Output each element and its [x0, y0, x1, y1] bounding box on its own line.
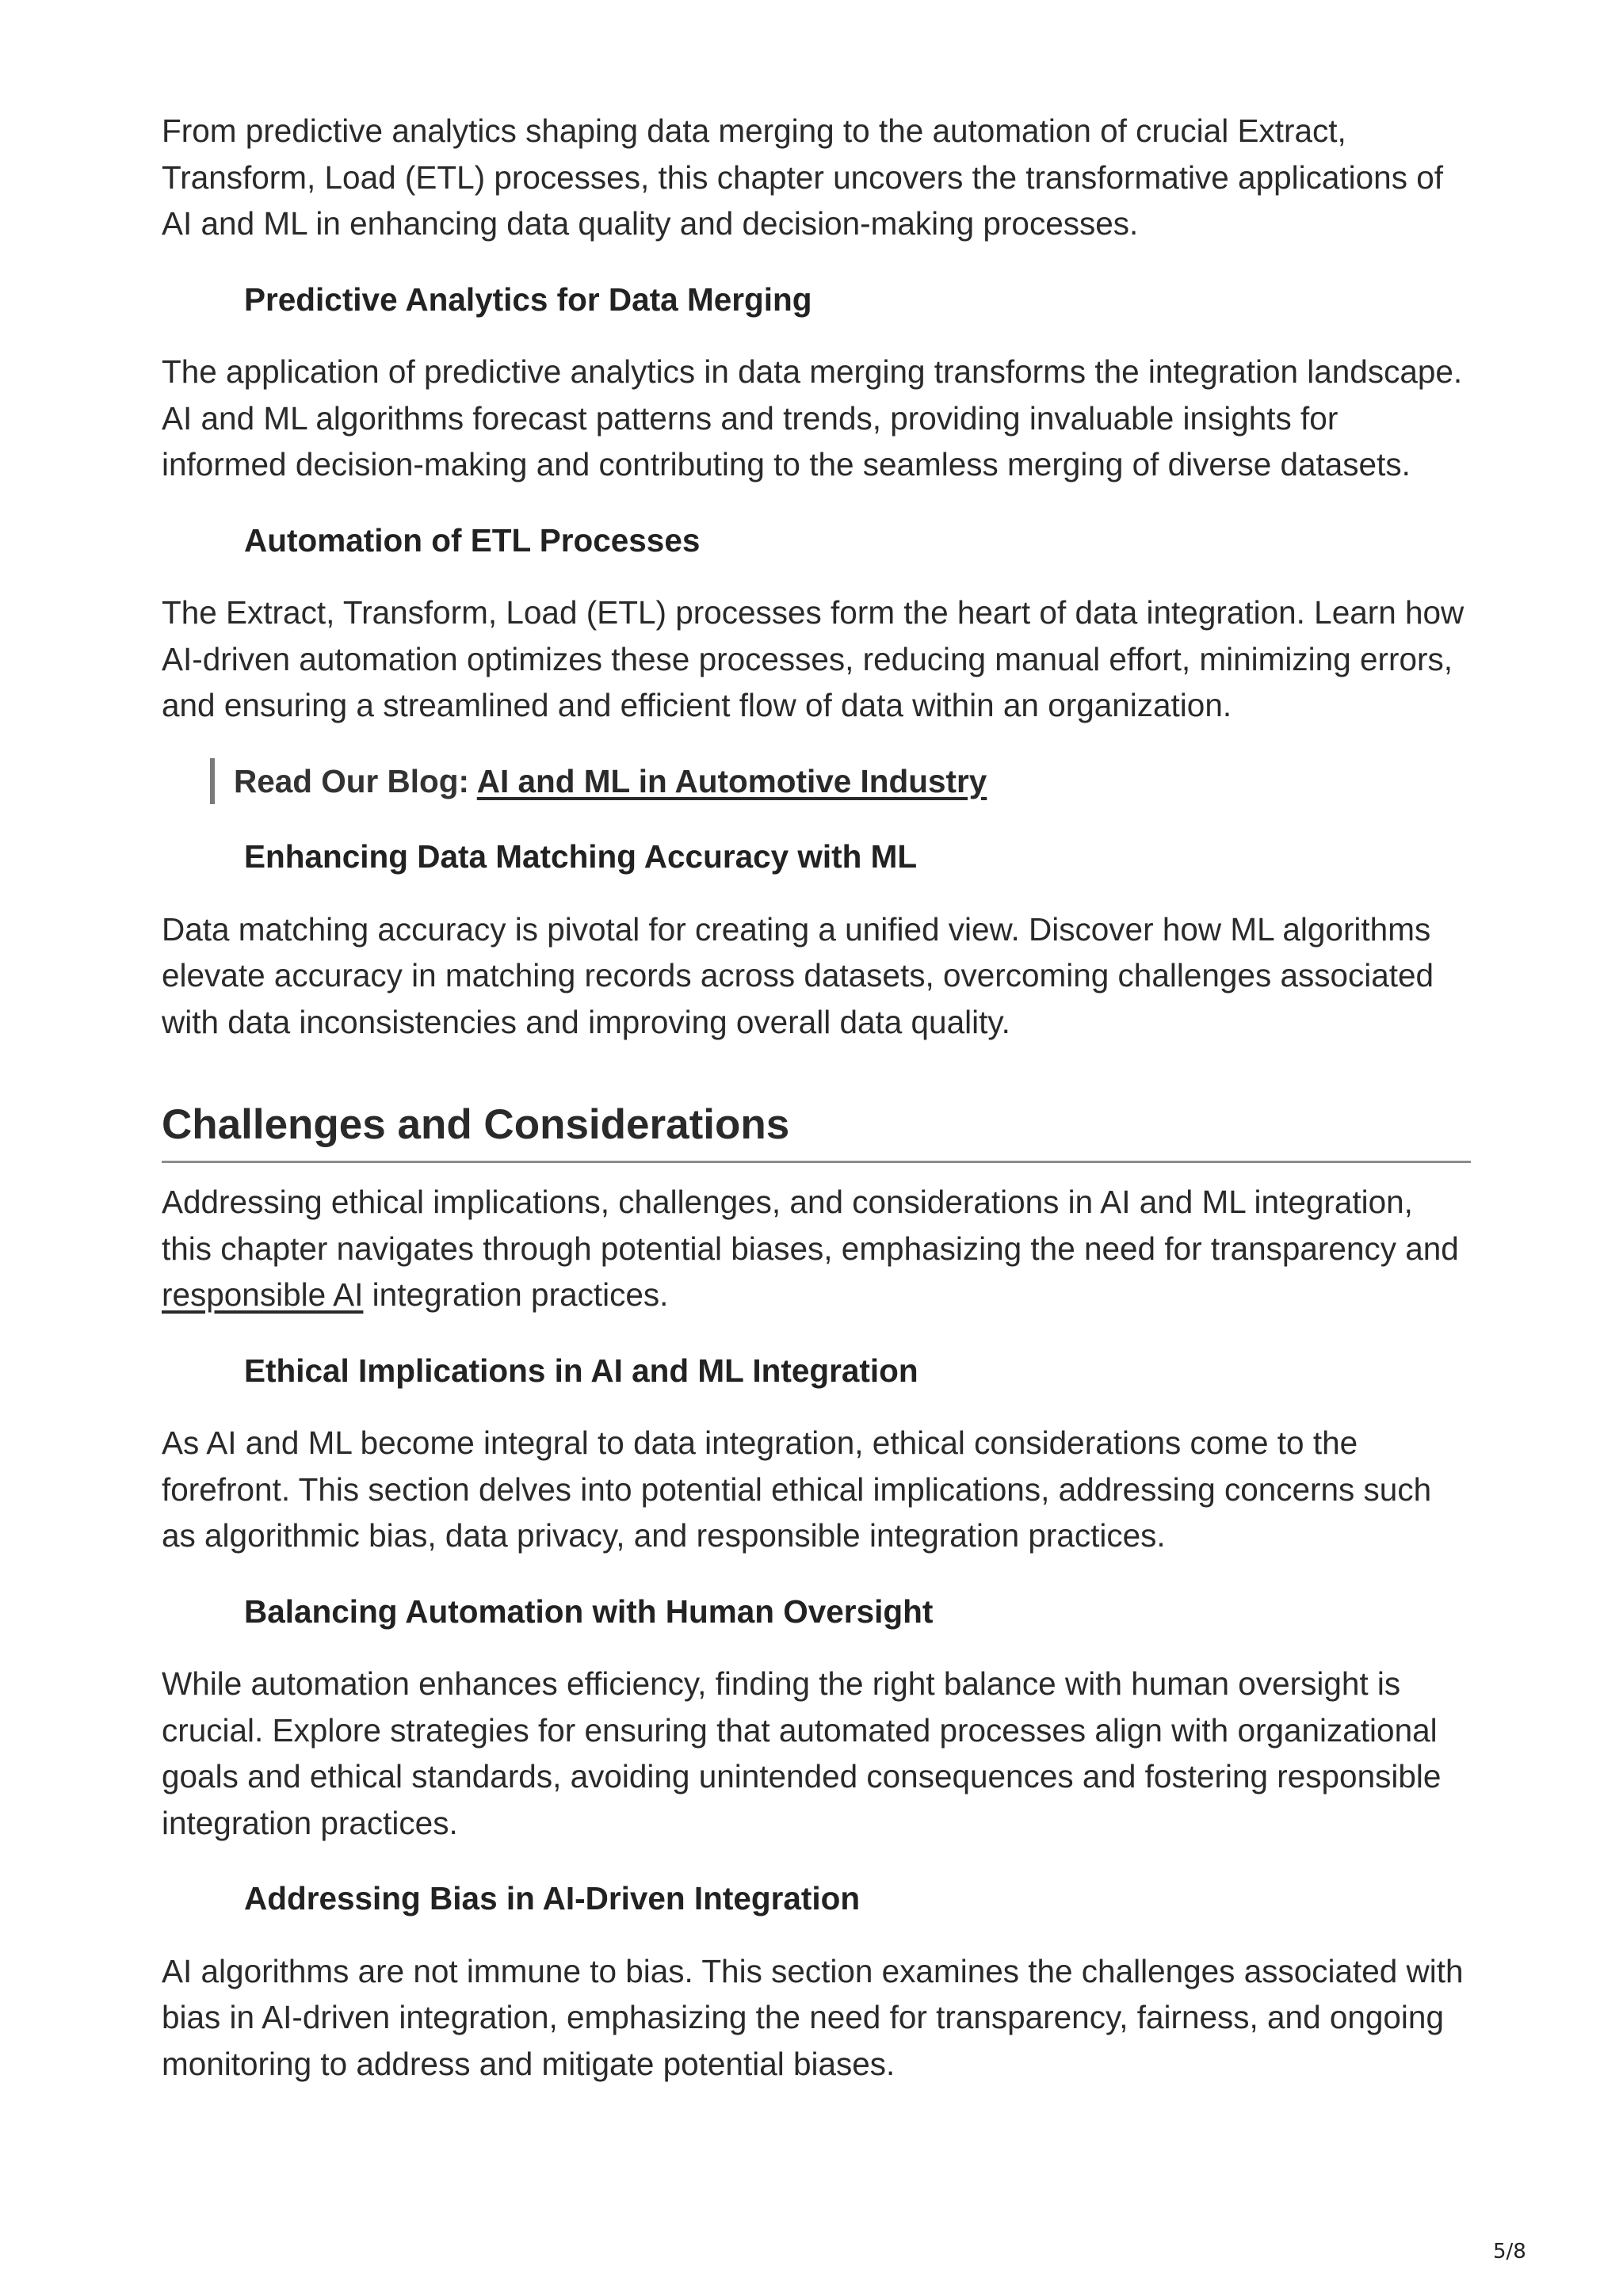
page-number: 5/8 — [1493, 2240, 1526, 2264]
blog-callout — [162, 758, 1471, 805]
paragraph-data-matching: Data matching accuracy is pivotal for creating a unified view. Discover how ML algorithms elevate accuracy in matching records across datasets, overcoming challenges associated with data inconsistencies and improving overall data quality. — [162, 910, 1434, 1040]
subheading-data-matching: Enhancing Data Matching Accuracy with ML — [244, 838, 918, 875]
responsible-ai-link[interactable]: responsible AI — [162, 1276, 364, 1313]
paragraph-human-oversight: While automation enhances efficiency, finding the right balance with human oversight is crucial. Explore strategies for ensuring that automated processes align with organizational goals and ethical standards, avoiding unintended consequences and fostering responsible integration practices. — [162, 1665, 1442, 1841]
subheading-etl-automation: Automation of ETL Processes — [244, 521, 701, 559]
callout-prefix: Read Our Blog: — [234, 762, 477, 799]
subheading-ethical-implications: Ethical Implications in AI and ML Integration — [244, 1352, 918, 1389]
challenges-intro-before: Addressing ethical implications, challenges, and considerations in AI and ML integration, this chapter navigates through potential biases, emphasizing the need for transparency and — [162, 1184, 1459, 1267]
article-content — [162, 108, 1471, 2116]
paragraph-ethical-implications: As AI and ML become integral to data integration, ethical considerations come to the forefront. This section delves into potential ethical implications, addressing concerns such as algorithmic bias, data privacy, and responsible integration practices. — [162, 1425, 1432, 1554]
challenges-intro-paragraph — [162, 1179, 1471, 1318]
subheading-addressing-bias: Addressing Bias in AI-Driven Integration — [244, 1880, 861, 1917]
intro-paragraph: From predictive analytics shaping data merging to the automation of crucial Extract, Transform, Load (ETL) processes, this chapter uncovers the transformative applications of AI and ML in enhancing data quality and decision-making processes. — [162, 113, 1443, 242]
blockquote — [210, 758, 1471, 805]
section-title-challenges: Challenges and Considerations — [162, 1099, 1471, 1163]
paragraph-etl-automation: The Extract, Transform, Load (ETL) processes form the heart of data integration. Learn how AI-driven automation optimizes these processes, reducing manual effort, minimizing errors, and ensuring a streamlined and efficient flow of data within an organization. — [162, 594, 1465, 723]
challenges-intro-after: integration practices. — [363, 1276, 669, 1313]
paragraph-predictive-analytics: The application of predictive analytics in data merging transforms the integration landscape. AI and ML algorithms forecast patterns and trends, providing invaluable insights for informed decision-making and contributing to the seamless merging of diverse datasets. — [162, 353, 1463, 482]
blog-link[interactable]: AI and ML in Automotive Industry — [476, 762, 987, 799]
subheading-predictive-analytics: Predictive Analytics for Data Merging — [244, 280, 812, 318]
subheading-human-oversight: Balancing Automation with Human Oversight — [244, 1592, 934, 1630]
paragraph-addressing-bias: AI algorithms are not immune to bias. This section examines the challenges associated with bias in AI-driven integration, emphasizing the need for transparency, fairness, and ongoing monitoring to address and mitigate potential biases. — [162, 1952, 1464, 2082]
